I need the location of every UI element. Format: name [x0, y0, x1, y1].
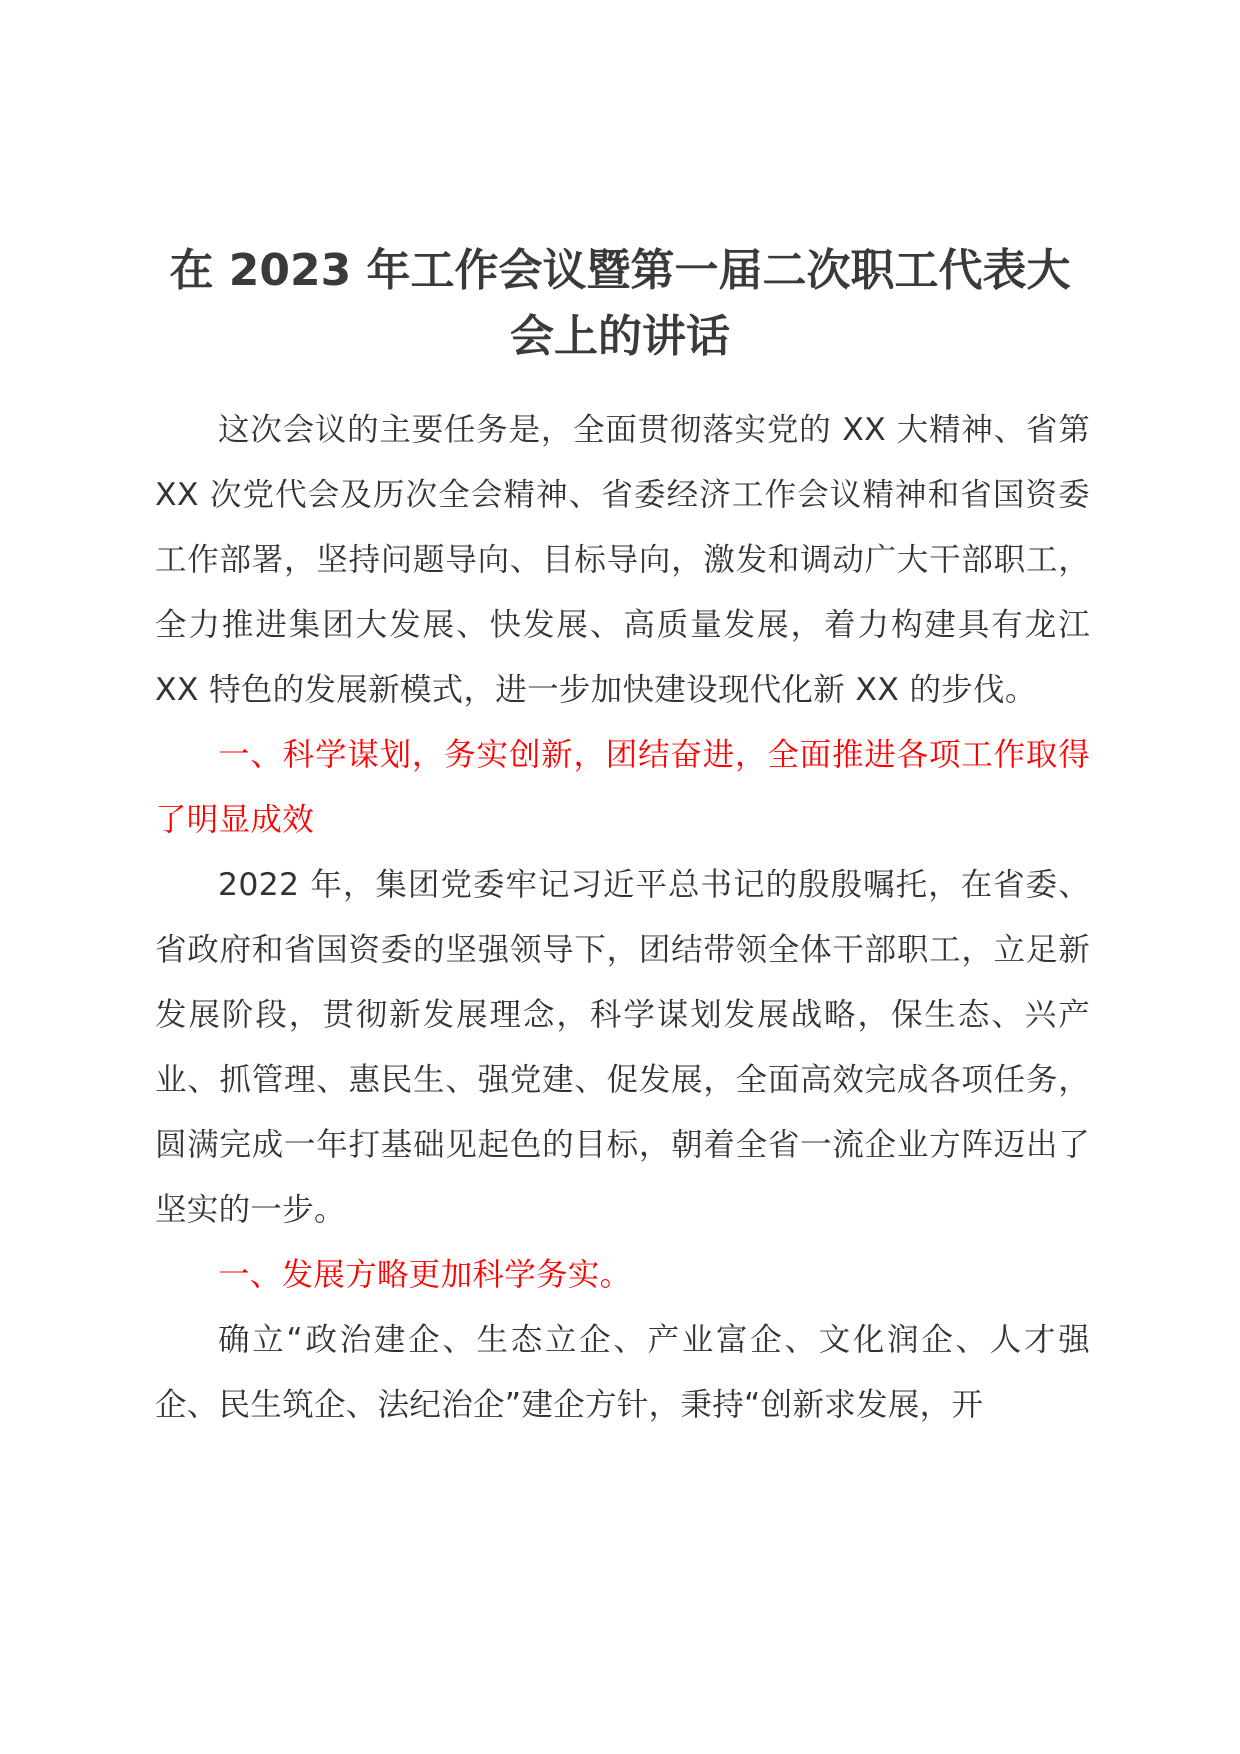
section-heading: 一、科学谋划，务实创新，团结奋进，全面推进各项工作取得了明显成效	[155, 737, 1090, 838]
document-title: 在 2023 年工作会议暨第一届二次职工代表大会上的讲话	[169, 245, 1071, 362]
body-paragraph: 这次会议的主要任务是，全面贯彻落实党的 XX 大精神、省第 XX 次党代会及历次全会精神、省委经济工作会议精神和省国资委工作部署，坚持问题导向、目标导向，激发和调动广大干部职工，全力推进集团大发展、快发展、高质量发展，着力构建具有龙江 XX 特色的发展新模式，进一步加快建设现代化新 XX 的步伐。	[155, 412, 1090, 708]
body-paragraph: 2022 年，集团党委牢记习近平总书记的殷殷嘱托，在省委、省政府和省国资委的坚强领导下，团结带领全体干部职工，立足新发展阶段，贯彻新发展理念，科学谋划发展战略，保生态、兴产业、抓管理、惠民生、强党建、促发展，全面高效完成各项任务，圆满完成一年打基础见起色的目标，朝着全省一流企业方阵迈出了坚实的一步。	[155, 867, 1090, 1228]
section-heading: 一、发展方略更加科学务实。	[218, 1257, 632, 1293]
document-body	[155, 398, 1090, 1438]
body-paragraph: 确立“政治建企、生态立企、产业富企、文化润企、人才强企、民生筑企、法纪治企”建企方针，秉持“创新求发展，开	[155, 1322, 1090, 1423]
